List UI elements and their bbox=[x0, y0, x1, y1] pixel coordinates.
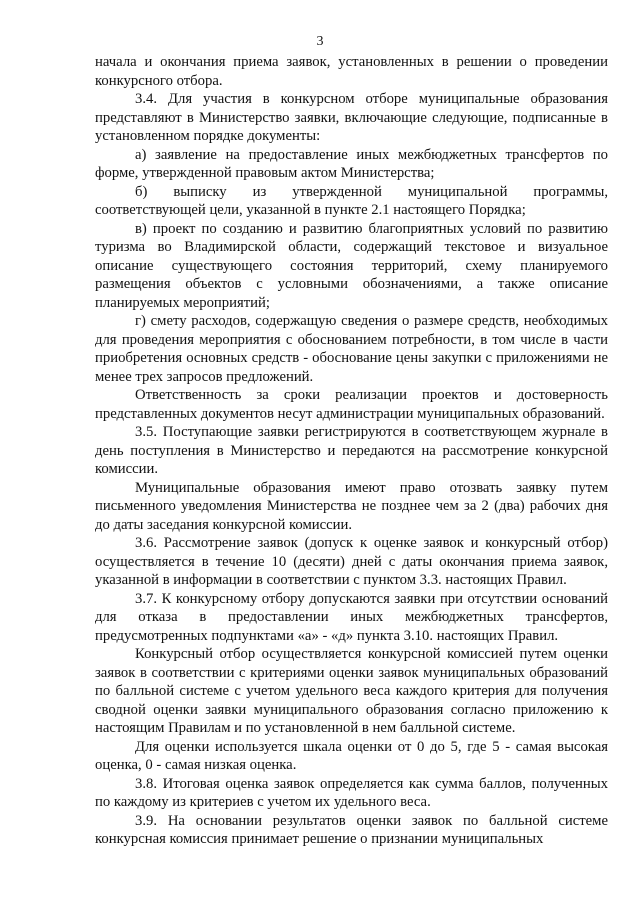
paragraph: в) проект по созданию и развитию благоприятных условий по развитию туризма во Владимирской области, содержащий текстовое и визуальное описание существующего состояния территорий, схему планируемого размещения объектов с условными обозначениями, а также описание планируемых мероприятий; bbox=[95, 220, 608, 311]
paragraph: 3.6. Рассмотрение заявок (допуск к оценке заявок и конкурсный отбор) осуществляется в течение 10 (десяти) дней с даты окончания приема заявок, указанной в информации в соответствии с пунктом 3.3. настоящих Правил. bbox=[95, 535, 608, 588]
paragraph: Конкурсный отбор осуществляется конкурсной комиссией путем оценки заявок в соответствии с критериями оценки заявок муниципальных образований по балльной системе с учетом удельного веса каждого критерия для получения сводной оценки заявки муниципального образования согласно приложению к настоящим Правилам и по установленной в нем балльной системе. bbox=[95, 646, 608, 736]
paragraph: Для оценки используется шкала оценки от 0 до 5, где 5 - самая высокая оценка, 0 - самая низкая оценка. bbox=[95, 738, 608, 773]
paragraph: 3.9. На основании результатов оценки заявок по балльной системе конкурсная комиссия принимает решение о признании муниципальных bbox=[95, 812, 608, 847]
paragraph: г) смету расходов, содержащую сведения о размере средств, необходимых для проведения мероприятия с обоснованием потребности, в том числе в части приобретения основных средств - обоснование цены закупки с приложениями не менее трех запросов предложений. bbox=[95, 313, 608, 385]
paragraph: 3.5. Поступающие заявки регистрируются в соответствующем журнале в день поступления в Министерство и передаются на рассмотрение конкурсной комиссии. bbox=[95, 424, 608, 477]
paragraph: б) выписку из утвержденной муниципальной программы, соответствующей цели, указанной в пункте 2.1 настоящего Порядка; bbox=[95, 183, 608, 218]
paragraph: 3.4. Для участия в конкурсном отборе муниципальные образования представляют в Министерство заявки, включающие следующие, подписанные в установленном порядке документы: bbox=[95, 91, 608, 144]
paragraph: Ответственность за сроки реализации проектов и достоверность представленных документов несут администрации муниципальных образований. bbox=[95, 387, 608, 422]
page-number: 3 bbox=[316, 34, 324, 49]
paragraph: 3.7. К конкурсному отбору допускаются заявки при отсутствии оснований для отказа в предоставлении иных межбюджетных трансфертов, предусмотренных подпунктами «а» - «д» пункта 3.10. настоящих Правил. bbox=[95, 590, 608, 644]
paragraph: а) заявление на предоставление иных межбюджетных трансфертов по форме, утвержденной правовым актом Министерства; bbox=[95, 146, 608, 181]
paragraph: 3.8. Итоговая оценка заявок определяется как сумма баллов, полученных по каждому из критериев с учетом их удельного веса. bbox=[95, 775, 608, 810]
paragraph: начала и окончания приема заявок, установленных в решении о проведении конкурсного отбора. bbox=[95, 54, 608, 89]
document-body bbox=[95, 53, 608, 849]
paragraph: Муниципальные образования имеют право отозвать заявку путем письменного уведомления Министерства не позднее чем за 2 (два) рабочих дня до даты заседания конкурсной комиссии. bbox=[95, 479, 608, 533]
